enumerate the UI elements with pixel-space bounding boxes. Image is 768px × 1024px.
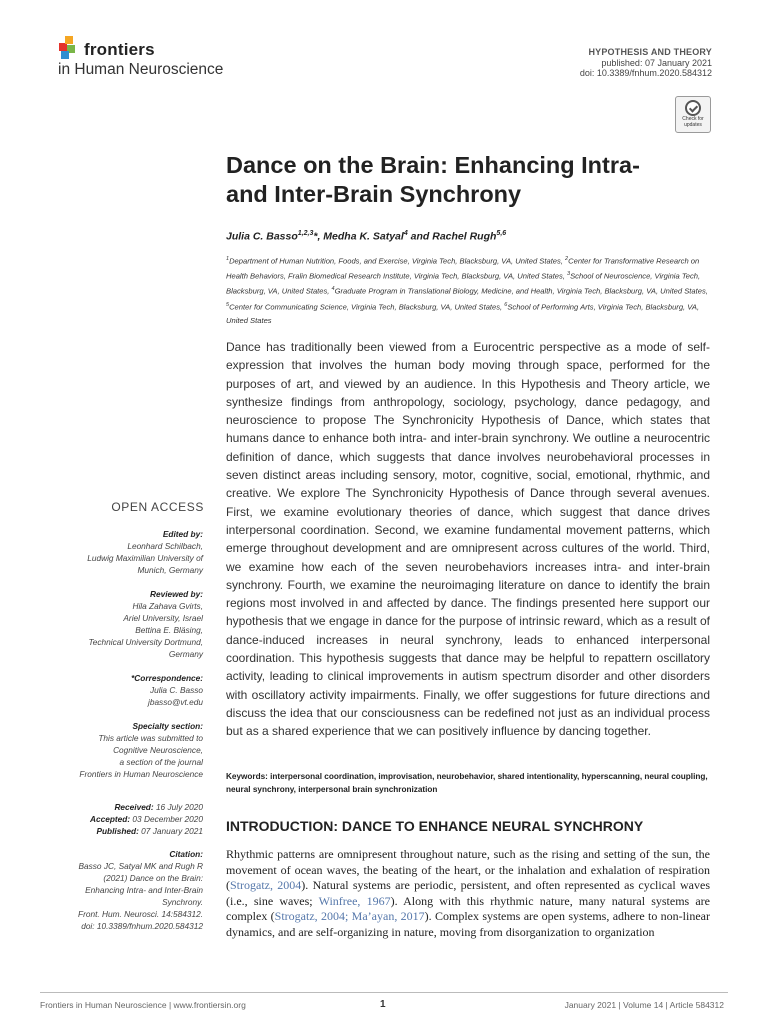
- affil-number: 1: [226, 256, 230, 262]
- author-affil-sup: 4: [403, 230, 408, 237]
- affiliation: School of Neuroscience, Virginia Tech, Blacksburg, VA, United States,: [226, 271, 701, 296]
- author-affil-sup: 5,6: [496, 230, 507, 237]
- keywords: Keywords: interpersonal coordination, improvisation, neurobehavior, shared intentionality, hyperscanning, neural coupling, neural synchrony, interpersonal brain synchronization: [226, 772, 708, 794]
- section-heading: INTRODUCTION: DANCE TO ENHANCE NEURAL SYNCHRONY: [226, 818, 644, 834]
- open-access-label: OPEN ACCESS: [111, 500, 204, 514]
- citation-link[interactable]: Winfree, 1967: [318, 893, 391, 908]
- author-list: [226, 230, 506, 243]
- footer-issue-info: January 2021 | Volume 14 | Article 584312: [564, 1000, 724, 1010]
- specialty-label: Specialty section:: [132, 721, 203, 731]
- reviewer-line: Hila Zahava Gvirts,: [132, 601, 203, 611]
- intro-text: ). Natural systems are periodic, persistent, and often represented as cyclical waves (i.e., sine waves;: [226, 878, 710, 908]
- edited-by-label: Edited by:: [162, 529, 203, 539]
- affiliation: Graduate Program in Translational Biology, Medicine, and Health, Virginia Tech, Blacksburg, VA, United States,: [334, 287, 708, 296]
- affil-number: 5: [226, 301, 230, 308]
- specialty-block: [43, 720, 203, 780]
- citation-line: Synchrony.: [162, 897, 203, 907]
- affil-number: 3: [567, 271, 571, 278]
- accepted-label: Accepted:: [90, 814, 131, 824]
- title-line-2: and Inter-Brain Synchrony: [226, 181, 522, 207]
- author-separator: *,: [313, 230, 324, 243]
- citation-doi[interactable]: doi: 10.3389/fnhum.2020.584312: [81, 921, 203, 931]
- frontiers-logo-icon: [58, 34, 80, 60]
- author-name[interactable]: Medha K. Satyal: [323, 230, 404, 243]
- reviewer-line: Technical University Dortmund,: [88, 637, 203, 647]
- affil-number: 4: [331, 286, 335, 293]
- footer-journal-link[interactable]: Frontiers in Human Neuroscience | www.frontiersin.org: [40, 1000, 246, 1010]
- citation-link[interactable]: Strogatz, 2004; Ma’ayan, 2017: [274, 909, 425, 924]
- reviewed-by-block: [43, 588, 203, 660]
- check-icon: [685, 100, 701, 116]
- reviewer-line: Bettina E. Bläsing,: [135, 625, 203, 635]
- specialty-line: Cognitive Neuroscience,: [113, 745, 203, 755]
- article-type: HYPOTHESIS AND THEORY: [588, 47, 712, 57]
- author-separator: and: [407, 230, 433, 243]
- check-updates-label: Check for updates: [682, 116, 704, 128]
- editor-line: Munich, Germany: [137, 565, 203, 575]
- reviewed-by-label: Reviewed by:: [149, 589, 203, 599]
- specialty-line: Frontiers in Human Neuroscience: [79, 769, 203, 779]
- citation-line: Enhancing Intra- and Inter-Brain: [85, 885, 203, 895]
- citation-label: Citation:: [169, 849, 203, 859]
- article-meta: [580, 47, 712, 79]
- brand-name[interactable]: frontiers: [84, 40, 155, 59]
- specialty-line: This article was submitted to: [98, 733, 203, 743]
- doi-link[interactable]: doi: 10.3389/fnhum.2020.584312: [579, 68, 712, 78]
- journal-name[interactable]: in Human Neuroscience: [58, 61, 224, 78]
- affiliation: Center for Communicating Science, Virginia Tech, Blacksburg, VA, United States,: [229, 302, 505, 312]
- correspondence-label: *Correspondence:: [131, 673, 203, 683]
- published-date: published: 07 January 2021: [601, 57, 712, 68]
- reviewer-line: Ariel University, Israel: [123, 613, 203, 623]
- article-title: [226, 151, 726, 209]
- editor-line: Ludwig Maximilian University of: [87, 553, 203, 563]
- footer-divider: [40, 992, 728, 993]
- author-name[interactable]: Rachel Rugh: [432, 230, 497, 243]
- citation-block: [43, 848, 203, 932]
- edited-by-block: [43, 528, 203, 576]
- abstract: Dance has traditionally been viewed from a Eurocentric perspective as a mode of self-expression that involves the human body moving through space, performed for the purposes of art, and viewed by an audience. In this Hypothesis and Theory article, we synthesize findings from anthropology, sociology, psychology, dance pedagogy, and neuroscience to propose The Synchronicity Hypothesis of Dance, which states that humans dance to enhance both intra- and inter-brain synchrony. We outline a neurocentric definition of dance, which suggests that dance involves neurobehavioral processes in seven distinct areas including sensory, motor, cognitive, social, emotional, rhythmic, and creative. We explore The Synchronicity Hypothesis of Dance through several avenues. First, we examine evolutionary theories of dance, which suggest that dance drives interpersonal coordination. Second, we examine fundamental movement patterns, which emerge throughout development and are omnipresent across cultures of the world. Third, we examine how each of the seven neurobehaviors increases intra- and inter-brain synchrony. Fourth, we examine the neuroimaging literature on dance to identify the brain regions most involved in and affected by dance. The findings presented here support our hypothesis that we engage in dance for the purpose of intrinsic reward, which as a result of dance-induced increases in neural synchrony, leads to enhanced interpersonal coordination. This hypothesis suggests that dance may be helpful to repattern oscillatory activity, leading to clinical improvements in autism spectrum disorder and other disorders with oscillatory activity impairments. Finally, we offer suggestions for future directions and discuss the idea that our consciousness can be redefined not just as an individual process but as a shared experience that we can positively influence by dancing together.: [226, 340, 710, 739]
- intro-text: Rhythmic patterns are omnipresent throughout nature, such as the rising and setting of the sun, the movement of ocean waves, the beating of the heart, or the inhalation and exhalation of respiration (: [226, 847, 710, 893]
- affil-number: 6: [504, 301, 508, 308]
- page-number: 1: [380, 999, 386, 1010]
- specialty-line: a section of the journal: [119, 757, 203, 767]
- author-name[interactable]: Julia C. Basso: [226, 230, 298, 243]
- reviewer-line: Germany: [168, 649, 203, 659]
- correspondence-block: [43, 672, 203, 708]
- check-for-updates-button[interactable]: [675, 96, 711, 133]
- received-date: 16 July 2020: [153, 802, 203, 812]
- citation-line: Front. Hum. Neurosci. 14:584312.: [78, 909, 203, 919]
- citation-line: (2021) Dance on the Brain:: [103, 873, 203, 883]
- accepted-date: 03 December 2020: [130, 814, 203, 824]
- dates-block: [43, 801, 203, 837]
- published-label: Published:: [96, 826, 139, 836]
- intro-paragraph: [226, 847, 710, 941]
- title-line-1: Dance on the Brain: Enhancing Intra-: [226, 152, 640, 178]
- affiliation: Department of Human Nutrition, Foods, and Exercise, Virginia Tech, Blacksburg, VA, United States,: [229, 256, 566, 266]
- intro-text: ). Along with this rhythmic nature, many natural systems are complex (: [226, 893, 711, 924]
- correspondence-name: Julia C. Basso: [149, 685, 203, 695]
- intro-text: ). Complex systems are open systems, adhere to non-linear dynamics, and are self-organizing in nature, moving from disorganization to organization: [226, 909, 710, 939]
- citation-line: Basso JC, Satyal MK and Rugh R: [78, 861, 203, 871]
- affil-number: 2: [565, 256, 569, 262]
- affiliations: [226, 253, 716, 328]
- correspondence-email[interactable]: jbasso@vt.edu: [147, 697, 203, 707]
- published-date-side: 07 January 2021: [138, 826, 203, 836]
- received-label: Received:: [114, 802, 154, 812]
- affiliation: School of Performing Arts, Virginia Tech, Blacksburg, VA, United States: [226, 302, 700, 325]
- editor-line: Leonhard Schilbach,: [127, 541, 203, 551]
- author-affil-sup: 1,2,3: [297, 230, 314, 237]
- citation-link[interactable]: Strogatz, 2004: [230, 878, 302, 893]
- affiliation: Center for Transformative Research on Health Behaviors, Fralin Biomedical Research Institute, Virginia Tech, Blacksburg, VA, United States,: [226, 256, 700, 281]
